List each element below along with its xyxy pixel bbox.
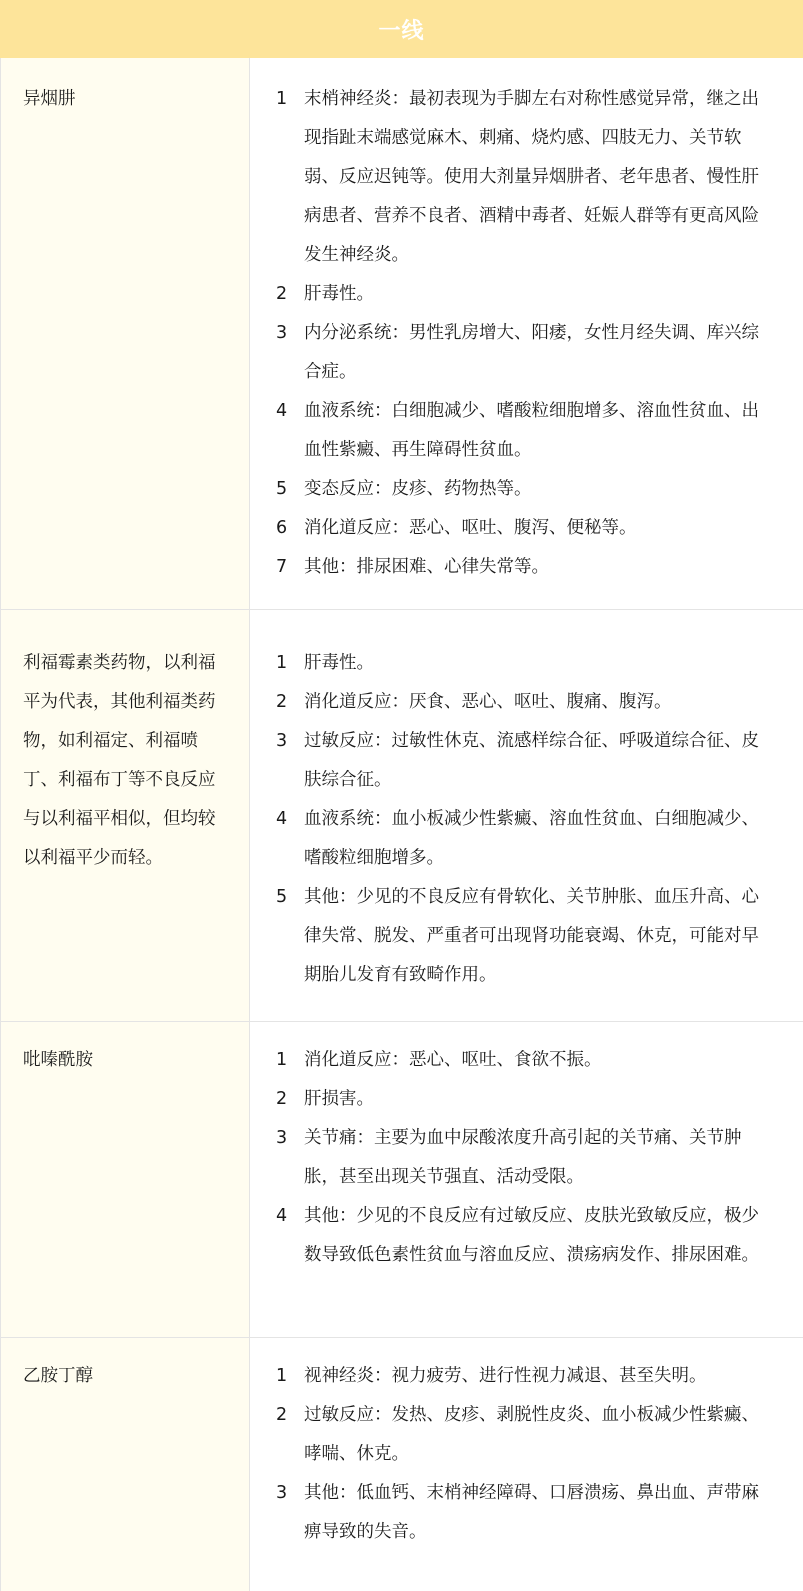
drug-name-cell: 利福霉素类药物，以利福平为代表，其他利福类药物，如利福定、利福喷丁、利福布丁等不良反应与以利福平相似，但均较以利福平少而轻。 [0,610,250,1021]
header-title: 一线 [378,18,425,44]
drug-name-cell: 乙胺丁醇 [0,1338,250,1591]
item-text: 末梢神经炎：最初表现为手脚左右对称性感觉异常，继之出现指趾末端感觉麻木、刺痛、烧灼感、四肢无力、关节软弱、反应迟钝等。使用大剂量异烟肼者、老年患者、慢性肝病患者、营养不良者、酒精中毒者、妊娠人群等有更高风险发生神经炎。 [304,89,759,265]
item-text: 血液系统：血小板减少性紫癜、溶血性贫血、白细胞减少、嗜酸粒细胞增多。 [304,809,759,868]
list-item [276,800,771,878]
item-text: 血液系统：白细胞减少、嗜酸粒细胞增多、溶血性贫血、出血性紫癜、再生障碍性贫血。 [304,401,759,460]
list-item [276,1357,771,1396]
list-item [276,722,771,800]
list-item [276,1080,771,1119]
item-text: 过敏反应：过敏性休克、流感样综合征、呼吸道综合征、皮肤综合征。 [304,731,759,790]
item-number: 5 [276,887,288,907]
item-number: 6 [276,518,288,538]
item-number: 2 [276,1405,288,1425]
reaction-list [250,1022,803,1337]
item-number: 7 [276,557,288,577]
table-row [0,610,803,1022]
list-item [276,80,771,275]
item-text: 肝毒性。 [304,653,374,673]
drug-name-cell: 异烟肼 [0,58,250,609]
item-number: 1 [276,653,288,673]
table-row [0,1022,803,1338]
item-text: 肝损害。 [304,1089,374,1109]
item-text: 视神经炎：视力疲劳、进行性视力减退、甚至失明。 [304,1366,707,1386]
item-number: 2 [276,284,288,304]
list-item [276,470,771,509]
item-number: 1 [276,89,288,109]
list-item [276,509,771,548]
reaction-list [250,58,803,609]
list-item [276,1474,771,1552]
drug-name-cell: 吡嗪酰胺 [0,1022,250,1337]
list-item [276,1197,771,1275]
list-item [276,314,771,392]
item-number: 3 [276,323,288,343]
item-number: 4 [276,1206,288,1226]
item-text: 其他：排尿困难、心律失常等。 [304,557,549,577]
item-text: 其他：少见的不良反应有骨软化、关节肿胀、血压升高、心律失常、脱发、严重者可出现肾功能衰竭、休克，可能对早期胎儿发育有致畸作用。 [304,887,759,985]
item-number: 2 [276,692,288,712]
item-text: 消化道反应：厌食、恶心、呕吐、腹痛、腹泻。 [304,692,672,712]
item-number: 5 [276,479,288,499]
list-item [276,392,771,470]
item-text: 消化道反应：恶心、呕吐、腹泻、便秘等。 [304,518,637,538]
list-item [276,878,771,995]
item-text: 变态反应：皮疹、药物热等。 [304,479,532,499]
item-text: 关节痛：主要为血中尿酸浓度升高引起的关节痛、关节肿胀，甚至出现关节强直、活动受限。 [304,1128,742,1187]
list-item [276,683,771,722]
list-item [276,644,771,683]
item-text: 肝毒性。 [304,284,374,304]
item-number: 1 [276,1366,288,1386]
reaction-list [250,1338,803,1591]
item-text: 内分泌系统：男性乳房增大、阳痿，女性月经失调、库兴综合症。 [304,323,759,382]
list-item [276,1396,771,1474]
item-number: 2 [276,1089,288,1109]
list-item [276,275,771,314]
item-text: 其他：少见的不良反应有过敏反应、皮肤光致敏反应，极少数导致低色素性贫血与溶血反应、溃疡病发作、排尿困难。 [304,1206,759,1265]
list-item [276,548,771,587]
item-number: 3 [276,731,288,751]
item-number: 4 [276,401,288,421]
table-header [0,0,803,58]
reaction-list [250,610,803,1021]
table-row [0,58,803,610]
item-text: 过敏反应：发热、皮疹、剥脱性皮炎、血小板减少性紫癜、哮喘、休克。 [304,1405,759,1464]
table-row [0,1338,803,1591]
item-number: 1 [276,1050,288,1070]
list-item [276,1119,771,1197]
item-text: 其他：低血钙、末梢神经障碍、口唇溃疡、鼻出血、声带麻痹导致的失音。 [304,1483,759,1542]
item-number: 3 [276,1483,288,1503]
list-item [276,1041,771,1080]
item-number: 3 [276,1128,288,1148]
item-number: 4 [276,809,288,829]
item-text: 消化道反应：恶心、呕吐、食欲不振。 [304,1050,602,1070]
